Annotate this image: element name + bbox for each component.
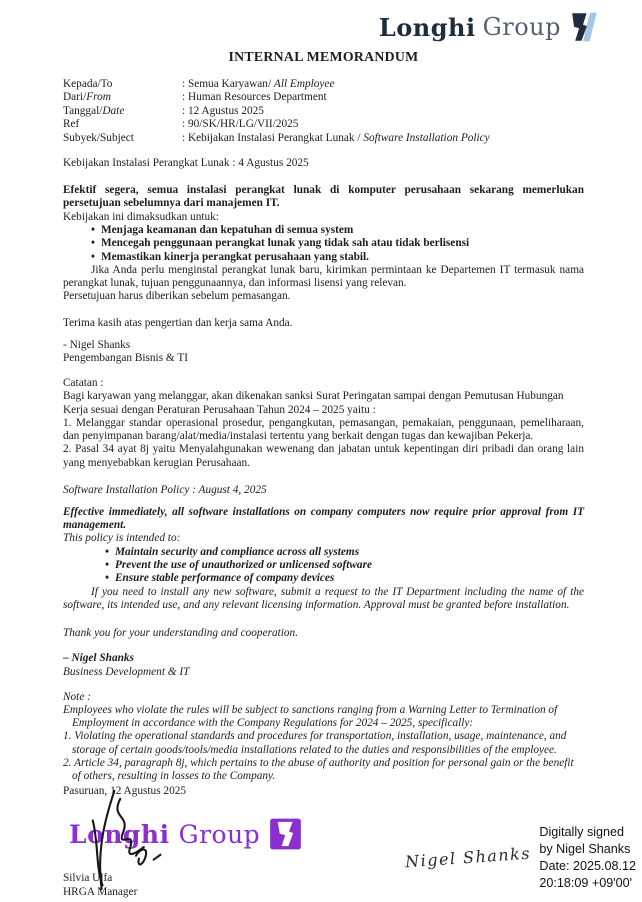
note-label-en: Note :	[63, 690, 91, 703]
signer-name-en: – Nigel Shanks	[63, 652, 134, 665]
request-procedure-en: If you need to install any new software, submit a request to the IT Department including the name of the software, its intended use, and any relevant licensing information. Approval must be granted before installation.	[63, 585, 584, 611]
effective-statement-en: Effective immediately, all software installations on company computers now require prior approval from IT management.	[63, 505, 584, 532]
policy-date-line-en: Software Installation Policy : August 4, 2025	[63, 483, 267, 496]
digital-signature	[405, 824, 636, 891]
field-value: : Semua Karyawan/	[182, 78, 274, 90]
thanks-line-en: Thank you for your understanding and cooperation.	[63, 627, 299, 640]
field-label: Dari/	[63, 91, 87, 104]
stamp-brand-bold: Longhi	[69, 819, 170, 849]
bullet-item: • Ensure stable performance of company devices	[105, 572, 584, 585]
field-value: : 90/SK/HR/LG/VII/2025	[182, 118, 299, 131]
digital-signature-details: Digitally signed by Nigel Shanks Date: 2025.08.12 20:18:09 +09'00'	[539, 825, 636, 890]
bullet-item: • Maintain security and compliance across all systems	[105, 546, 584, 559]
field-row-from: Dari/From : Human Resources Department	[63, 91, 327, 104]
signer-title-id: Pengembangan Bisnis & TI	[63, 352, 188, 365]
memo-header-fields	[63, 78, 584, 145]
field-value: : Human Resources Department	[182, 91, 327, 104]
policy-bullets-en	[63, 546, 584, 586]
field-row-subject: Subyek/Subject : Kebijakan Instalasi Perangkat Lunak / Software Installation Policy	[63, 131, 490, 144]
note-item-1-en: 1. Violating the operational standards and procedures for transportation, installation, usage, maintenance, and storage of certain goods/tools/media installations related to the duties and responsibilities of the employee.	[63, 730, 567, 756]
bullet-item: • Memastikan kinerja perangkat perusahaan yang stabil.	[91, 251, 584, 264]
note-item-2-en: 2. Article 34, paragraph 8j, which pertains to the abuse of authority and position for personal gain or the benefit of others, resulting in losses to the Company.	[63, 756, 574, 782]
memo-title: INTERNAL MEMORANDUM	[228, 49, 419, 64]
thanks-line-id: Terima kasih atas pengertian dan kerja sama Anda.	[63, 316, 293, 329]
effective-statement-id: Efektif segera, semua instalasi perangkat lunak di komputer perusahaan sekarang memerlukan persetujuan sebelumnya dari manajemen IT.	[63, 184, 584, 210]
field-row-ref	[63, 118, 584, 131]
hrga-signer	[63, 872, 137, 899]
signature-area	[63, 802, 636, 902]
section-indonesian	[63, 157, 584, 470]
hrga-signer-title: HRGA Manager	[63, 885, 138, 898]
field-label: Subyek/Subject	[63, 131, 134, 144]
field-row-date: Tanggal/Date : 12 Agustus 2025	[63, 104, 264, 117]
logo-brand-bold: Longhi	[378, 12, 476, 42]
purpose-intro-id: Kebijakan ini dimaksudkan untuk:	[63, 210, 219, 223]
section-english	[63, 484, 584, 783]
note-label-id: Catatan :	[63, 377, 104, 390]
longhi-logo-icon	[568, 12, 598, 42]
bullet-item: • Menjaga keamanan dan kepatuhan di semua system	[91, 224, 584, 237]
field-value: : 12 Agustus 2025	[182, 104, 264, 117]
company-logo	[63, 12, 598, 42]
approval-line-id: Persetujuan harus diberikan sebelum pemasangan.	[63, 290, 291, 303]
request-procedure-id: Jika Anda perlu menginstal perangkat lunak baru, kirimkan permintaan ke Departemen IT termasuk nama perangkat lunak, tujuan penggunaannya, dan informasi lisensi yang relevan.	[63, 264, 584, 290]
bullet-item: • Prevent the use of unauthorized or unlicensed software	[105, 559, 584, 572]
logo-brand-light: Group	[482, 13, 561, 41]
company-stamp	[69, 818, 302, 850]
field-value: : Kebijakan Instalasi Perangkat Lunak /	[182, 131, 364, 144]
bullet-item: • Mencegah penggunaan perangkat lunak yang tidak sah atau tidak berlisensi	[91, 237, 584, 250]
signer-name-id: - Nigel Shanks	[63, 338, 131, 351]
field-label: Tanggal/	[63, 104, 103, 117]
hrga-signer-name: Silvia Ulfa	[63, 872, 113, 885]
note-item-1-id: 1. Melanggar standar operasional prosedur, pengangkutan, pemasangan, pemakaian, penggunaan, pemeliharaan, dan penyimpanan barang/alat/media/instalasi tertentu yang berkait dengan tugas dan kewajiban Pekerja.	[63, 416, 584, 443]
stamp-brand-light: Group	[178, 819, 261, 849]
longhi-stamp-icon	[269, 818, 302, 850]
policy-bullets-id	[63, 224, 584, 264]
note-intro-id: Bagi karyawan yang melanggar, akan dikenakan sanksi Surat Peringatan sampai dengan Pemutusan Hubungan Kerja sesuai dengan Peraturan Perusahaan Tahun 2024 – 2025 yaitu :	[63, 390, 564, 416]
signer-title-en: Business Development & IT	[63, 665, 190, 678]
field-label: Ref	[63, 118, 80, 131]
place-date-line: Pasuruan, 12 Agustus 2025	[63, 785, 187, 798]
field-label: Kepada/To	[63, 78, 113, 90]
note-intro-en: Employees who violate the rules will be subject to sanctions ranging from a Warning Letter to Termination of Employment in accordance with the Company Regulations for 2024 – 2025, specifically:	[63, 703, 558, 730]
policy-date-line-id: Kebijakan Instalasi Perangkat Lunak : 4 Agustus 2025	[63, 157, 309, 170]
purpose-intro-en: This policy is intended to:	[63, 532, 181, 545]
field-row-to: Kepada/To : Semua Karyawan/ All Employee	[63, 78, 335, 90]
digital-signature-script: Nigel Shanks	[404, 844, 532, 872]
note-item-2-id: 2. Pasal 34 ayat 8j yaitu Menyalahgunakan wewenang dan jabatan untuk kepentingan diri pribadi dan orang lain yang menyebabkan kerugian Perusahaan.	[63, 443, 584, 469]
